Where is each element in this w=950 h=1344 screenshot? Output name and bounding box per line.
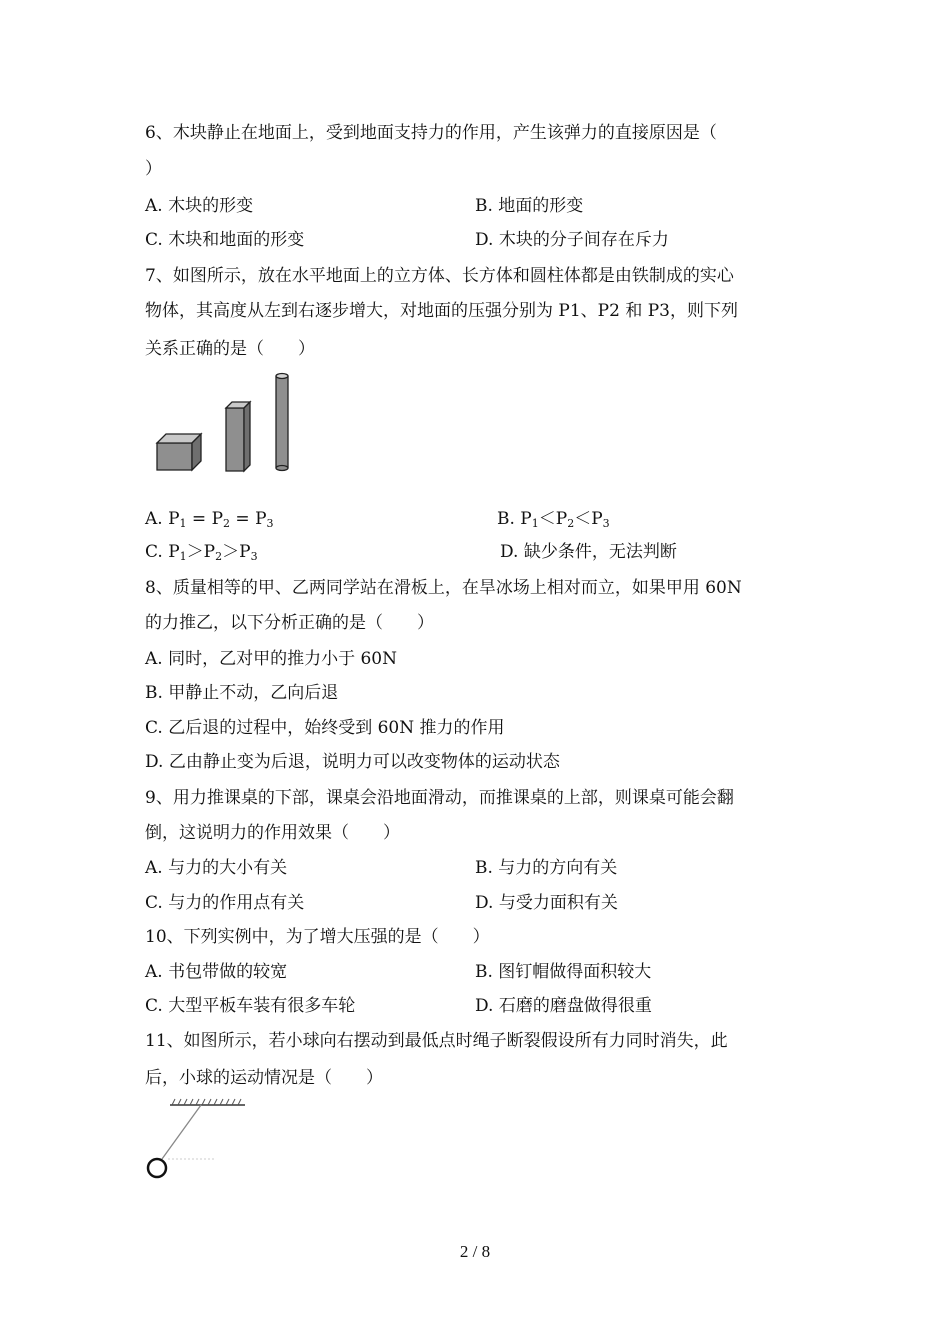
q10-stem-line1: 10、下列实例中，为了增大压强的是（ ） (145, 927, 490, 947)
q11-stem-line2: 后，小球的运动情况是（ ） (145, 1068, 383, 1088)
page-number: 2 / 8 (459, 1242, 491, 1261)
q10-option-a: A. 书包带做的较宽 (145, 962, 288, 982)
q7-option-a: A. $P_1 = P_2 = P_3$ (145, 509, 274, 530)
q6-option-b: B. 地面的形变 (475, 196, 584, 216)
q8-stem-line2: 的力推乙，以下分析正确的是（ ） (145, 613, 434, 633)
q7-stem-line3: 关系正确的是（ ） (145, 339, 315, 359)
pendulum-ball (148, 1159, 166, 1177)
prism-shape (226, 402, 250, 471)
q6-option-d: D. 木块的分子间存在斥力 (475, 230, 669, 250)
q9-option-d: D. 与受力面积有关 (475, 893, 618, 913)
q10-option-b: B. 图钉帽做得面积较大 (475, 962, 652, 982)
q8-option-b: B. 甲静止不动，乙向后退 (145, 683, 339, 703)
q8-option-d: D. 乙由静止变为后退，说明力可以改变物体的运动状态 (145, 752, 560, 772)
q10-option-c: C. 大型平板车装有很多车轮 (145, 996, 356, 1016)
q8-stem-line1: 8、质量相等的甲、乙两同学站在滑板上，在旱冰场上相对而立，如果甲用 60N (145, 578, 742, 598)
pendulum-string (162, 1105, 201, 1159)
q6-stem-line2: ） (145, 159, 162, 179)
q7-option-d: D. 缺少条件，无法判断 (500, 542, 677, 562)
q9-stem-line1: 9、用力推课桌的下部，课桌会沿地面滑动，而推课桌的上部，则课桌可能会翻 (145, 788, 734, 808)
q7-option-c: C. $P_1>P_2>P_3$ (145, 542, 258, 563)
cylinder-shape (276, 374, 288, 471)
q8-option-a: A. 同时，乙对甲的推力小于 60N (145, 649, 397, 669)
q7-option-b: B. $P_1<P_2<P_3$ (497, 509, 610, 530)
q7-stem-line2: 物体，其高度从左到右逐步增大，对地面的压强分别为 P1、P2 和 P3，则下列 (145, 301, 738, 321)
ceiling-hatch (170, 1099, 245, 1105)
q6-option-a: A. 木块的形变 (145, 196, 254, 216)
q8-option-c: C. 乙后退的过程中，始终受到 60N 推力的作用 (145, 718, 505, 738)
cube-shape (157, 434, 201, 470)
q10-option-d: D. 石磨的磨盘做得很重 (475, 996, 652, 1016)
q9-stem-line2: 倒，这说明力的作用效果（ ） (145, 823, 400, 843)
q9-option-c: C. 与力的作用点有关 (145, 893, 305, 913)
pendulum-figure (140, 1095, 250, 1185)
q6-stem-line1: 6、木块静止在地面上，受到地面支持力的作用，产生该弹力的直接原因是（ (145, 123, 717, 143)
q6-option-c: C. 木块和地面的形变 (145, 230, 305, 250)
q11-stem-line1: 11、如图所示，若小球向右摆动到最低点时绳子断裂假设所有力同时消失，此 (145, 1031, 728, 1051)
solids-figure (150, 368, 300, 476)
q9-option-b: B. 与力的方向有关 (475, 858, 618, 878)
q7-stem-line1: 7、如图所示，放在水平地面上的立方体、长方体和圆柱体都是由铁制成的实心 (145, 266, 734, 286)
q9-option-a: A. 与力的大小有关 (145, 858, 288, 878)
